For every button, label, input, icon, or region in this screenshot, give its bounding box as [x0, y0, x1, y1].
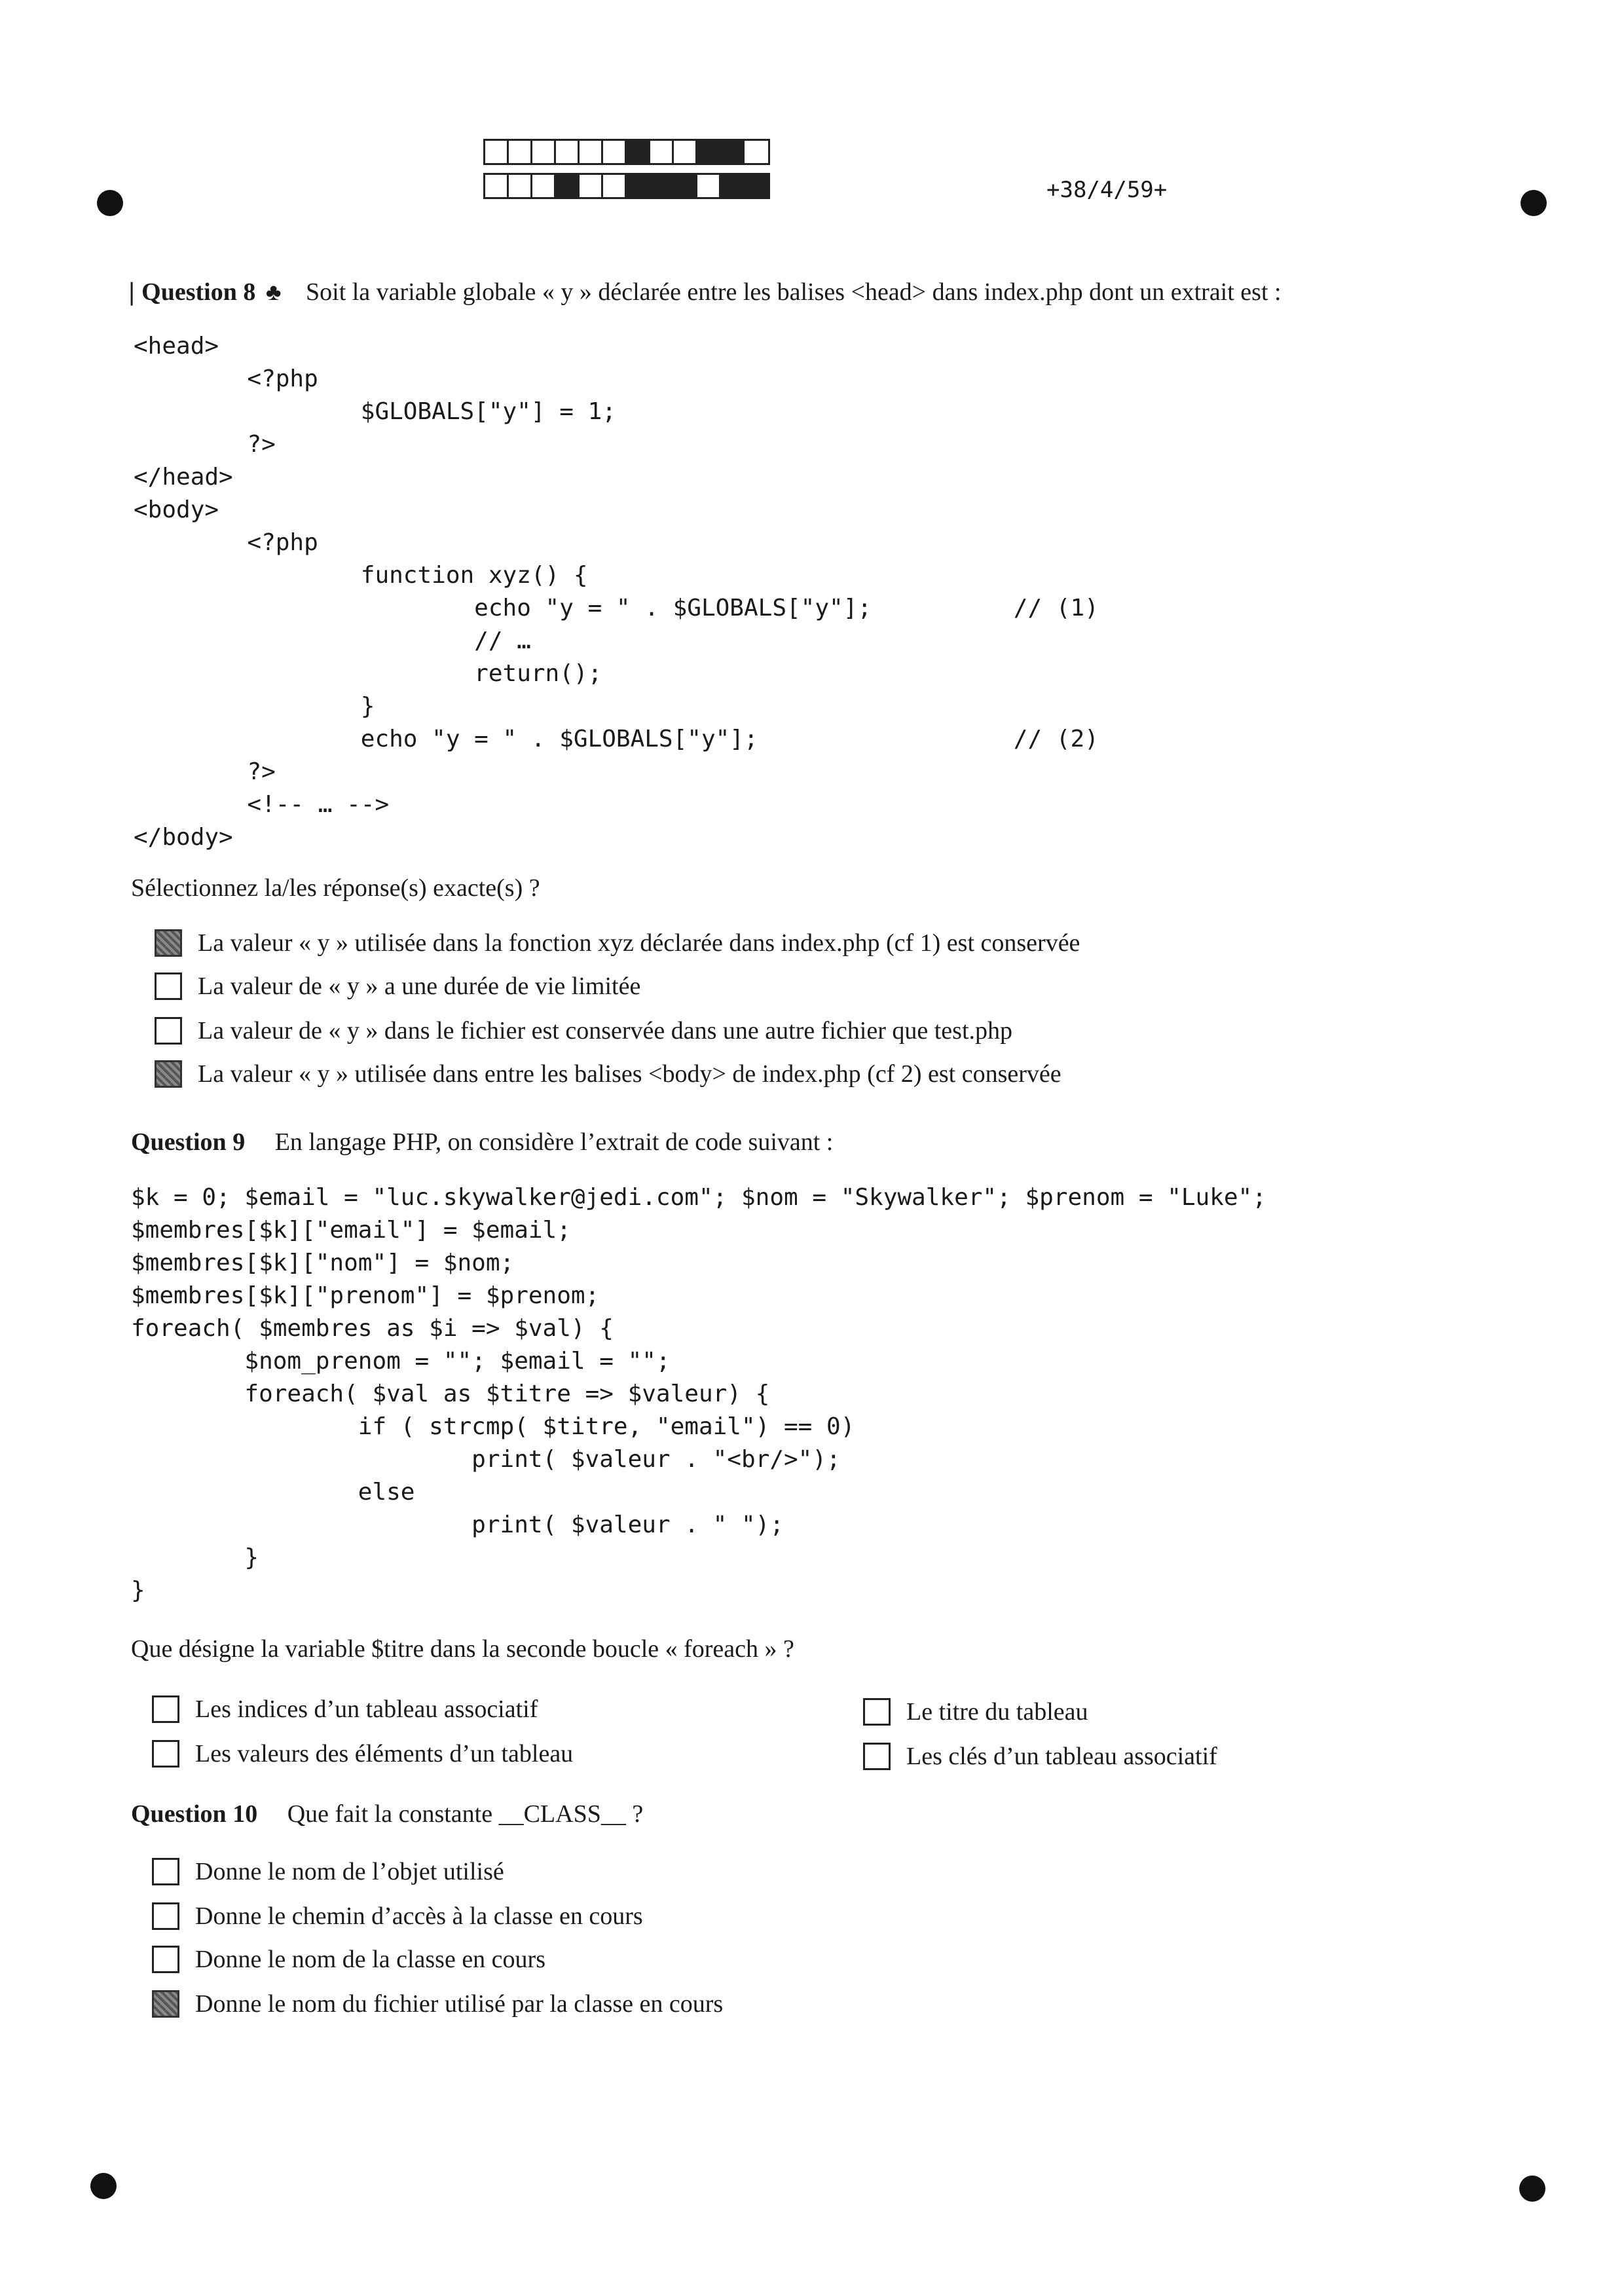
answer-checkbox[interactable] [152, 1858, 179, 1885]
page-serial: +38/4/59+ [1046, 177, 1168, 203]
barcode-cell [509, 141, 532, 163]
answer-checkbox[interactable] [155, 1060, 182, 1088]
registration-mark-bottom-right [1519, 2176, 1545, 2202]
answer-checkbox[interactable] [863, 1743, 891, 1770]
answer-checkbox[interactable] [152, 1695, 179, 1723]
barcode-cell [674, 175, 697, 197]
club-icon: ♣ [265, 279, 282, 305]
registration-mark-top-left [97, 190, 123, 216]
barcode-cell [509, 175, 532, 197]
barcode-cell [650, 175, 674, 197]
barcode-cell [650, 141, 674, 163]
question-9-option-1[interactable] [152, 1695, 538, 1724]
question-10-option-1[interactable] [152, 1857, 504, 1886]
question-9-option-3[interactable] [152, 1739, 573, 1768]
question-10-option-3[interactable] [152, 1945, 545, 1974]
question-8-title: Question 8 [141, 278, 256, 306]
barcode-cell [721, 175, 745, 197]
option-label: Donne le chemin d’accès à la classe en cours [195, 1902, 643, 1930]
question-8-text: Soit la variable globale « y » déclarée entre les balises <head> dans index.php dont un extrait est : [306, 278, 1282, 306]
question-9-prompt: Que désigne la variable $titre dans la seconde boucle « foreach » ? [131, 1635, 794, 1663]
question-9-option-2[interactable] [863, 1697, 1088, 1726]
option-label: Donne le nom de la classe en cours [195, 1946, 545, 1973]
option-label: La valeur de « y » a une durée de vie limitée [198, 972, 641, 1000]
answer-checkbox[interactable] [152, 1946, 179, 1973]
question-10-text: Que fait la constante __CLASS__ ? [287, 1800, 644, 1828]
question-10-header [131, 1800, 643, 1828]
barcode-cell [603, 141, 627, 163]
barcode-cell [532, 175, 556, 197]
barcode-cell [485, 141, 509, 163]
barcode-cell [697, 141, 721, 163]
barcode-cell [485, 175, 509, 197]
barcode-cell [745, 175, 768, 197]
answer-checkbox[interactable] [152, 1902, 179, 1930]
answer-checkbox[interactable] [155, 1017, 182, 1045]
answer-checkbox[interactable] [155, 972, 182, 1000]
option-label: Donne le nom de l’objet utilisé [195, 1858, 504, 1885]
question-8-option-1[interactable] [155, 929, 1080, 957]
option-label: Les clés d’un tableau associatif [906, 1743, 1217, 1770]
question-10-title: Question 10 [131, 1800, 258, 1828]
question-10-option-4[interactable] [152, 1990, 723, 2018]
barcode-cell [627, 175, 650, 197]
answer-checkbox[interactable] [155, 929, 182, 957]
option-label: Le titre du tableau [906, 1698, 1088, 1726]
question-10-option-2[interactable] [152, 1902, 643, 1931]
question-8-code: <head> <?php $GLOBALS["y"] = 1; ?> </head> <body> <?php function xyz() { echo "y = " . $GLOBALS["y"]; // (1) // … return(); } echo "y = " . $GLOBALS["y"]; // (2) ?> <!-- … --> </body> [134, 333, 1099, 851]
barcode-cell [580, 141, 603, 163]
question-8-header [122, 278, 1282, 306]
question-9-title: Question 9 [131, 1128, 246, 1156]
question-9-header [131, 1128, 833, 1157]
answer-checkbox[interactable] [863, 1698, 891, 1726]
registration-mark-bottom-left [90, 2173, 117, 2199]
barcode-row-1 [483, 139, 770, 165]
barcode-cell [721, 141, 745, 163]
barcode-cell [697, 175, 721, 197]
option-label: Les valeurs des éléments d’un tableau [195, 1740, 574, 1768]
question-9-option-4[interactable] [863, 1742, 1217, 1771]
question-8-option-4[interactable] [155, 1060, 1061, 1088]
barcode-cell [556, 141, 580, 163]
question-8-marker: ❘ [122, 279, 142, 305]
option-label: La valeur de « y » dans le fichier est conservée dans une autre fichier que test.php [198, 1017, 1012, 1045]
barcode-cell [556, 175, 580, 197]
registration-mark-top-right [1521, 190, 1547, 216]
barcode-cell [627, 141, 650, 163]
barcode-cell [603, 175, 627, 197]
barcode-row-2 [483, 173, 770, 199]
question-8-option-3[interactable] [155, 1016, 1012, 1045]
answer-checkbox[interactable] [152, 1740, 179, 1768]
barcode-cell [745, 141, 768, 163]
option-label: Les indices d’un tableau associatif [195, 1695, 538, 1723]
answer-checkbox[interactable] [152, 1990, 179, 2018]
option-label: Donne le nom du fichier utilisé par la classe en cours [195, 1990, 724, 2018]
option-label: La valeur « y » utilisée dans la fonction xyz déclarée dans index.php (cf 1) est conservée [198, 929, 1080, 957]
barcode-cell [580, 175, 603, 197]
question-8-option-2[interactable] [155, 972, 640, 1001]
barcode-cell [532, 141, 556, 163]
option-label: La valeur « y » utilisée dans entre les balises <body> de index.php (cf 2) est conservée [198, 1060, 1061, 1088]
question-9-text: En langage PHP, on considère l’extrait de code suivant : [274, 1128, 834, 1156]
barcode-cell [674, 141, 697, 163]
question-8-prompt: Sélectionnez la/les réponse(s) exacte(s) ? [131, 874, 540, 902]
question-9-code: $k = 0; $email = "luc.skywalker@jedi.com"; $nom = "Skywalker"; $prenom = "Luke"; $membres[$k]["email"] = $email; $membres[$k]["nom"] = $nom; $membres[$k]["prenom"] = $prenom; foreach( $membres as $i => $val) { $nom_prenom = ""; $email = ""; foreach( $val as $titre => $valeur) { if ( strcmp( $titre, "email") == 0) print( $valeur . "<br/>"); else print( $valeur . " "); } } [131, 1184, 1266, 1604]
